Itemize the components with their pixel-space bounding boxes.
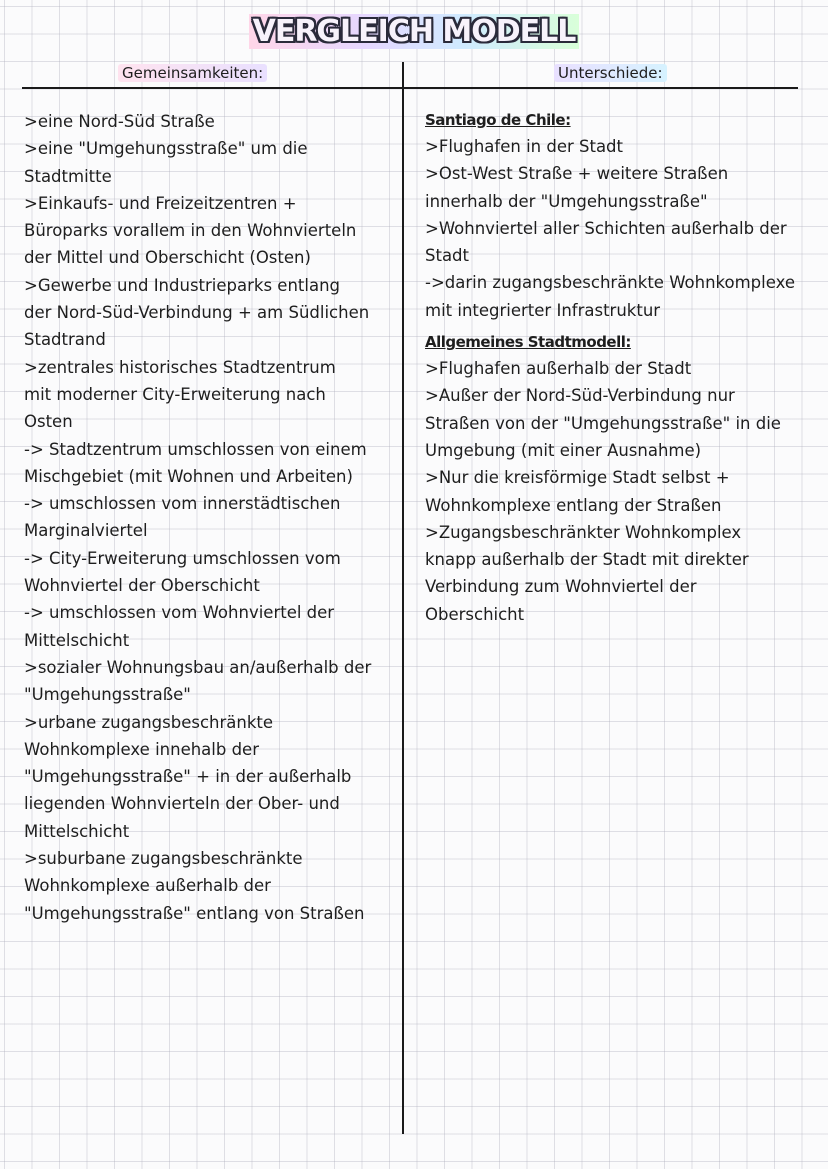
text-line: Wohnkomplexe außerhalb der	[24, 876, 271, 896]
section-title-santiago: Santiago de Chile:	[425, 111, 571, 129]
text-line: Mittelschicht	[24, 821, 130, 841]
text-line: Wohnkomplexe entlang der Straßen	[425, 495, 722, 515]
text-line: Wohnviertel der Oberschicht	[24, 576, 260, 596]
text-line: -> City-Erweiterung umschlossen vom	[24, 548, 341, 568]
text-line: >Ost-West Straße + weitere Straßen	[425, 164, 729, 184]
text-line: mit moderner City-Erweiterung nach	[24, 384, 326, 404]
text-line: der Mittel und Oberschicht (Osten)	[24, 248, 311, 268]
page-title	[0, 14, 828, 49]
text-line: innerhalb der "Umgehungsstraße"	[425, 191, 708, 211]
text-line: "Umgehungsstraße" + in der außerhalb	[24, 767, 352, 787]
text-line: >suburbane zugangsbeschränkte	[24, 849, 303, 869]
right-heading-text: Unterschiede:	[554, 64, 667, 82]
text-line: Wohnkomplexe innehalb der	[24, 739, 259, 759]
text-line: Verbindung zum Wohnviertel der	[425, 577, 697, 597]
text-line: >Außer der Nord-Süd-Verbindung nur	[425, 386, 735, 406]
header-divider	[22, 87, 798, 89]
text-line: >sozialer Wohnungsbau an/außerhalb der	[24, 657, 372, 677]
text-line: >eine Nord-Süd Straße	[24, 112, 215, 131]
text-line: >Flughafen in der Stadt	[425, 137, 623, 156]
text-line: "Umgehungsstraße" entlang von Straßen	[24, 903, 365, 923]
left-heading-text: Gemeinsamkeiten:	[118, 64, 267, 82]
right-column-heading	[554, 64, 667, 82]
text-line: liegenden Wohnvierteln der Ober- und	[24, 794, 340, 814]
text-line: -> Stadtzentrum umschlossen von einem	[24, 439, 367, 459]
text-line: Straßen von der "Umgehungsstraße" in die	[425, 413, 781, 433]
text-line: Stadtrand	[24, 330, 106, 350]
column-divider	[402, 62, 404, 1134]
text-line: Osten	[24, 412, 73, 432]
text-line: >zentrales historisches Stadtzentrum	[24, 357, 336, 377]
text-line: Stadtmitte	[24, 166, 112, 186]
text-line: >Wohnviertel aller Schichten außerhalb der	[425, 218, 787, 238]
text-line: ->darin zugangsbeschränkte Wohnkomplexe	[425, 273, 796, 293]
text-line: Mischgebiet (mit Wohnen und Arbeiten)	[24, 466, 353, 486]
text-line: Büroparks vorallem in den Wohnvierteln	[24, 221, 357, 241]
page-title-text: VERGLEICH MODELL	[249, 14, 580, 49]
differences-column	[425, 108, 820, 628]
text-line: Marginalviertel	[24, 521, 148, 541]
text-line: Stadt	[425, 246, 469, 266]
section-title-general-model: Allgemeines Stadtmodell:	[425, 333, 631, 352]
text-line: mit integrierter Infrastruktur	[425, 300, 661, 320]
text-line: >Zugangsbeschränkter Wohnkomplex	[425, 522, 742, 542]
text-line: Umgebung (mit einer Ausnahme)	[425, 440, 702, 460]
text-line: Oberschicht	[425, 604, 525, 624]
text-line: Mittelschicht	[24, 630, 130, 650]
text-line: >eine "Umgehungsstraße" um die	[24, 139, 308, 159]
text-line: knapp außerhalb der Stadt mit direkter	[425, 550, 749, 570]
text-line: -> umschlossen vom innerstädtischen	[24, 494, 341, 514]
similarities-column	[24, 108, 400, 927]
text-line: >urbane zugangsbeschränkte	[24, 712, 274, 732]
text-line: -> umschlossen vom Wohnviertel der	[24, 603, 335, 623]
text-line: "Umgehungsstraße"	[24, 685, 191, 705]
text-line: >Gewerbe und Industrieparks entlang	[24, 275, 341, 295]
text-line: >Flughafen außerhalb der Stadt	[425, 359, 692, 379]
left-column-heading	[118, 64, 267, 82]
text-line: der Nord-Süd-Verbindung + am Südlichen	[24, 303, 370, 323]
text-line: >Einkaufs- und Freizeitzentren +	[24, 193, 297, 213]
text-line: >Nur die kreisförmige Stadt selbst +	[425, 468, 730, 488]
